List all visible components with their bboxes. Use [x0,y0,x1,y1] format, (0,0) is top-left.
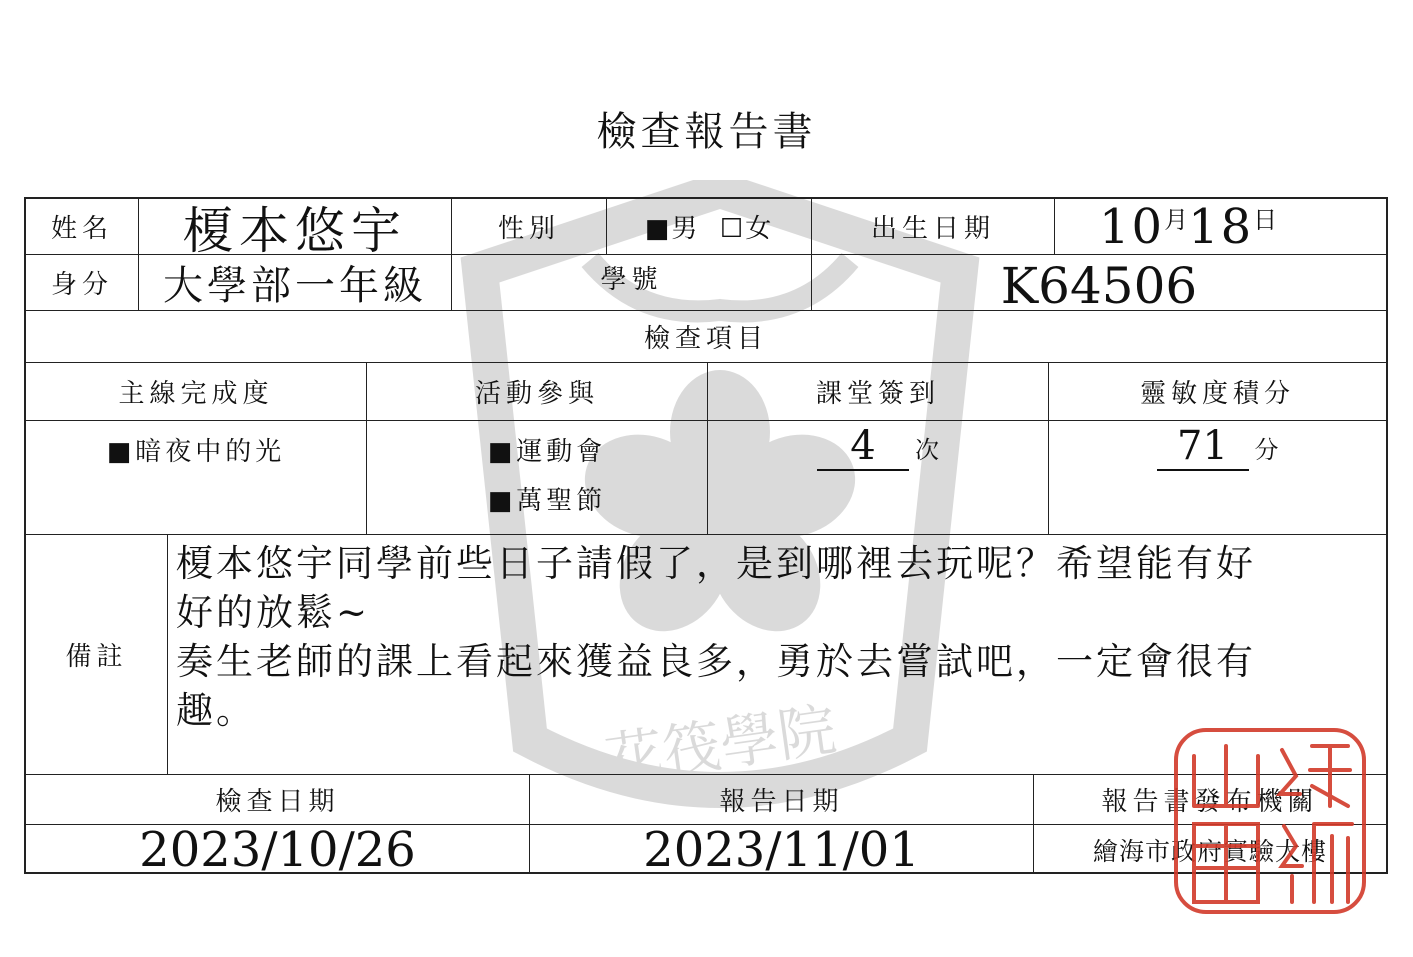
gender-male-text: 男 [671,214,700,244]
birth-date [1099,199,1277,255]
header-main-story: 主線完成度 [118,379,274,409]
report-date-label: 報告日期 [719,787,844,817]
header-score: 靈敏度積分 [1139,379,1295,409]
name-label: 姓名 [50,214,113,244]
attendance-value: 4 [817,423,909,471]
student-name: 榎本悠宇 [183,201,407,260]
issuer-label: 報告書發布機關 [1101,787,1319,817]
remarks-line: 榎本悠宇同學前些日子請假了，是到哪裡去玩呢？希望能有好 [176,542,1256,585]
official-seal [1172,726,1368,916]
row-status [26,255,1386,315]
activity-item: ■萬聖節 [487,486,607,516]
remarks-line: 趣。 [176,689,256,732]
row-inspection-headers [26,363,1386,421]
attendance-unit: 次 [915,435,939,464]
student-status: 大學部一年級 [163,263,427,309]
inspection-section-label: 檢查項目 [643,324,768,354]
score-value: 71 [1157,423,1249,471]
remarks-text [176,539,1362,735]
gender-label: 性別 [497,214,560,244]
check-date-label: 檢查日期 [215,787,340,817]
document-title: 檢查報告書 [596,109,817,155]
score-unit: 分 [1254,435,1279,464]
header-activities: 活動參與 [474,379,599,409]
remarks-line: 奏生老師的課上看起來獲益良多，勇於去嘗試吧，一定會很有 [176,640,1256,683]
gender-female-checkbox: ☐ [719,214,746,244]
birth-month-unit: 月 [1164,206,1189,234]
report-date: 2023/11/01 [643,821,920,878]
remarks-line: 好的放鬆~ [176,591,371,634]
activity-item: ■運動會 [487,437,607,467]
birth-day: 18 [1188,198,1254,255]
row-inspection-values [26,421,1386,535]
student-id: K64506 [1000,256,1198,315]
birth-label: 出生日期 [870,214,995,244]
birth-day-unit: 日 [1253,206,1278,234]
status-label: 身分 [50,270,113,300]
check-date: 2023/10/26 [139,821,416,878]
header-attendance: 課堂簽到 [815,379,940,409]
watermark-text: 花筏學院 [601,695,841,795]
student-id-label: 學號 [600,265,663,295]
activity-list [488,431,607,517]
main-story-item: ■暗夜中的光 [106,437,286,467]
score-field [1157,423,1279,471]
birth-month: 10 [1099,198,1165,255]
attendance-field [817,423,939,471]
row-identity [26,198,1386,260]
gender-male-checkbox: ■ [644,214,672,244]
gender-female-text: 女 [745,214,774,244]
gender-options [645,208,773,245]
issuer-name: 繪海市政府實驗大樓 [1092,836,1327,866]
remarks-label: 備註 [65,642,128,672]
row-inspection-heading [26,311,1386,363]
